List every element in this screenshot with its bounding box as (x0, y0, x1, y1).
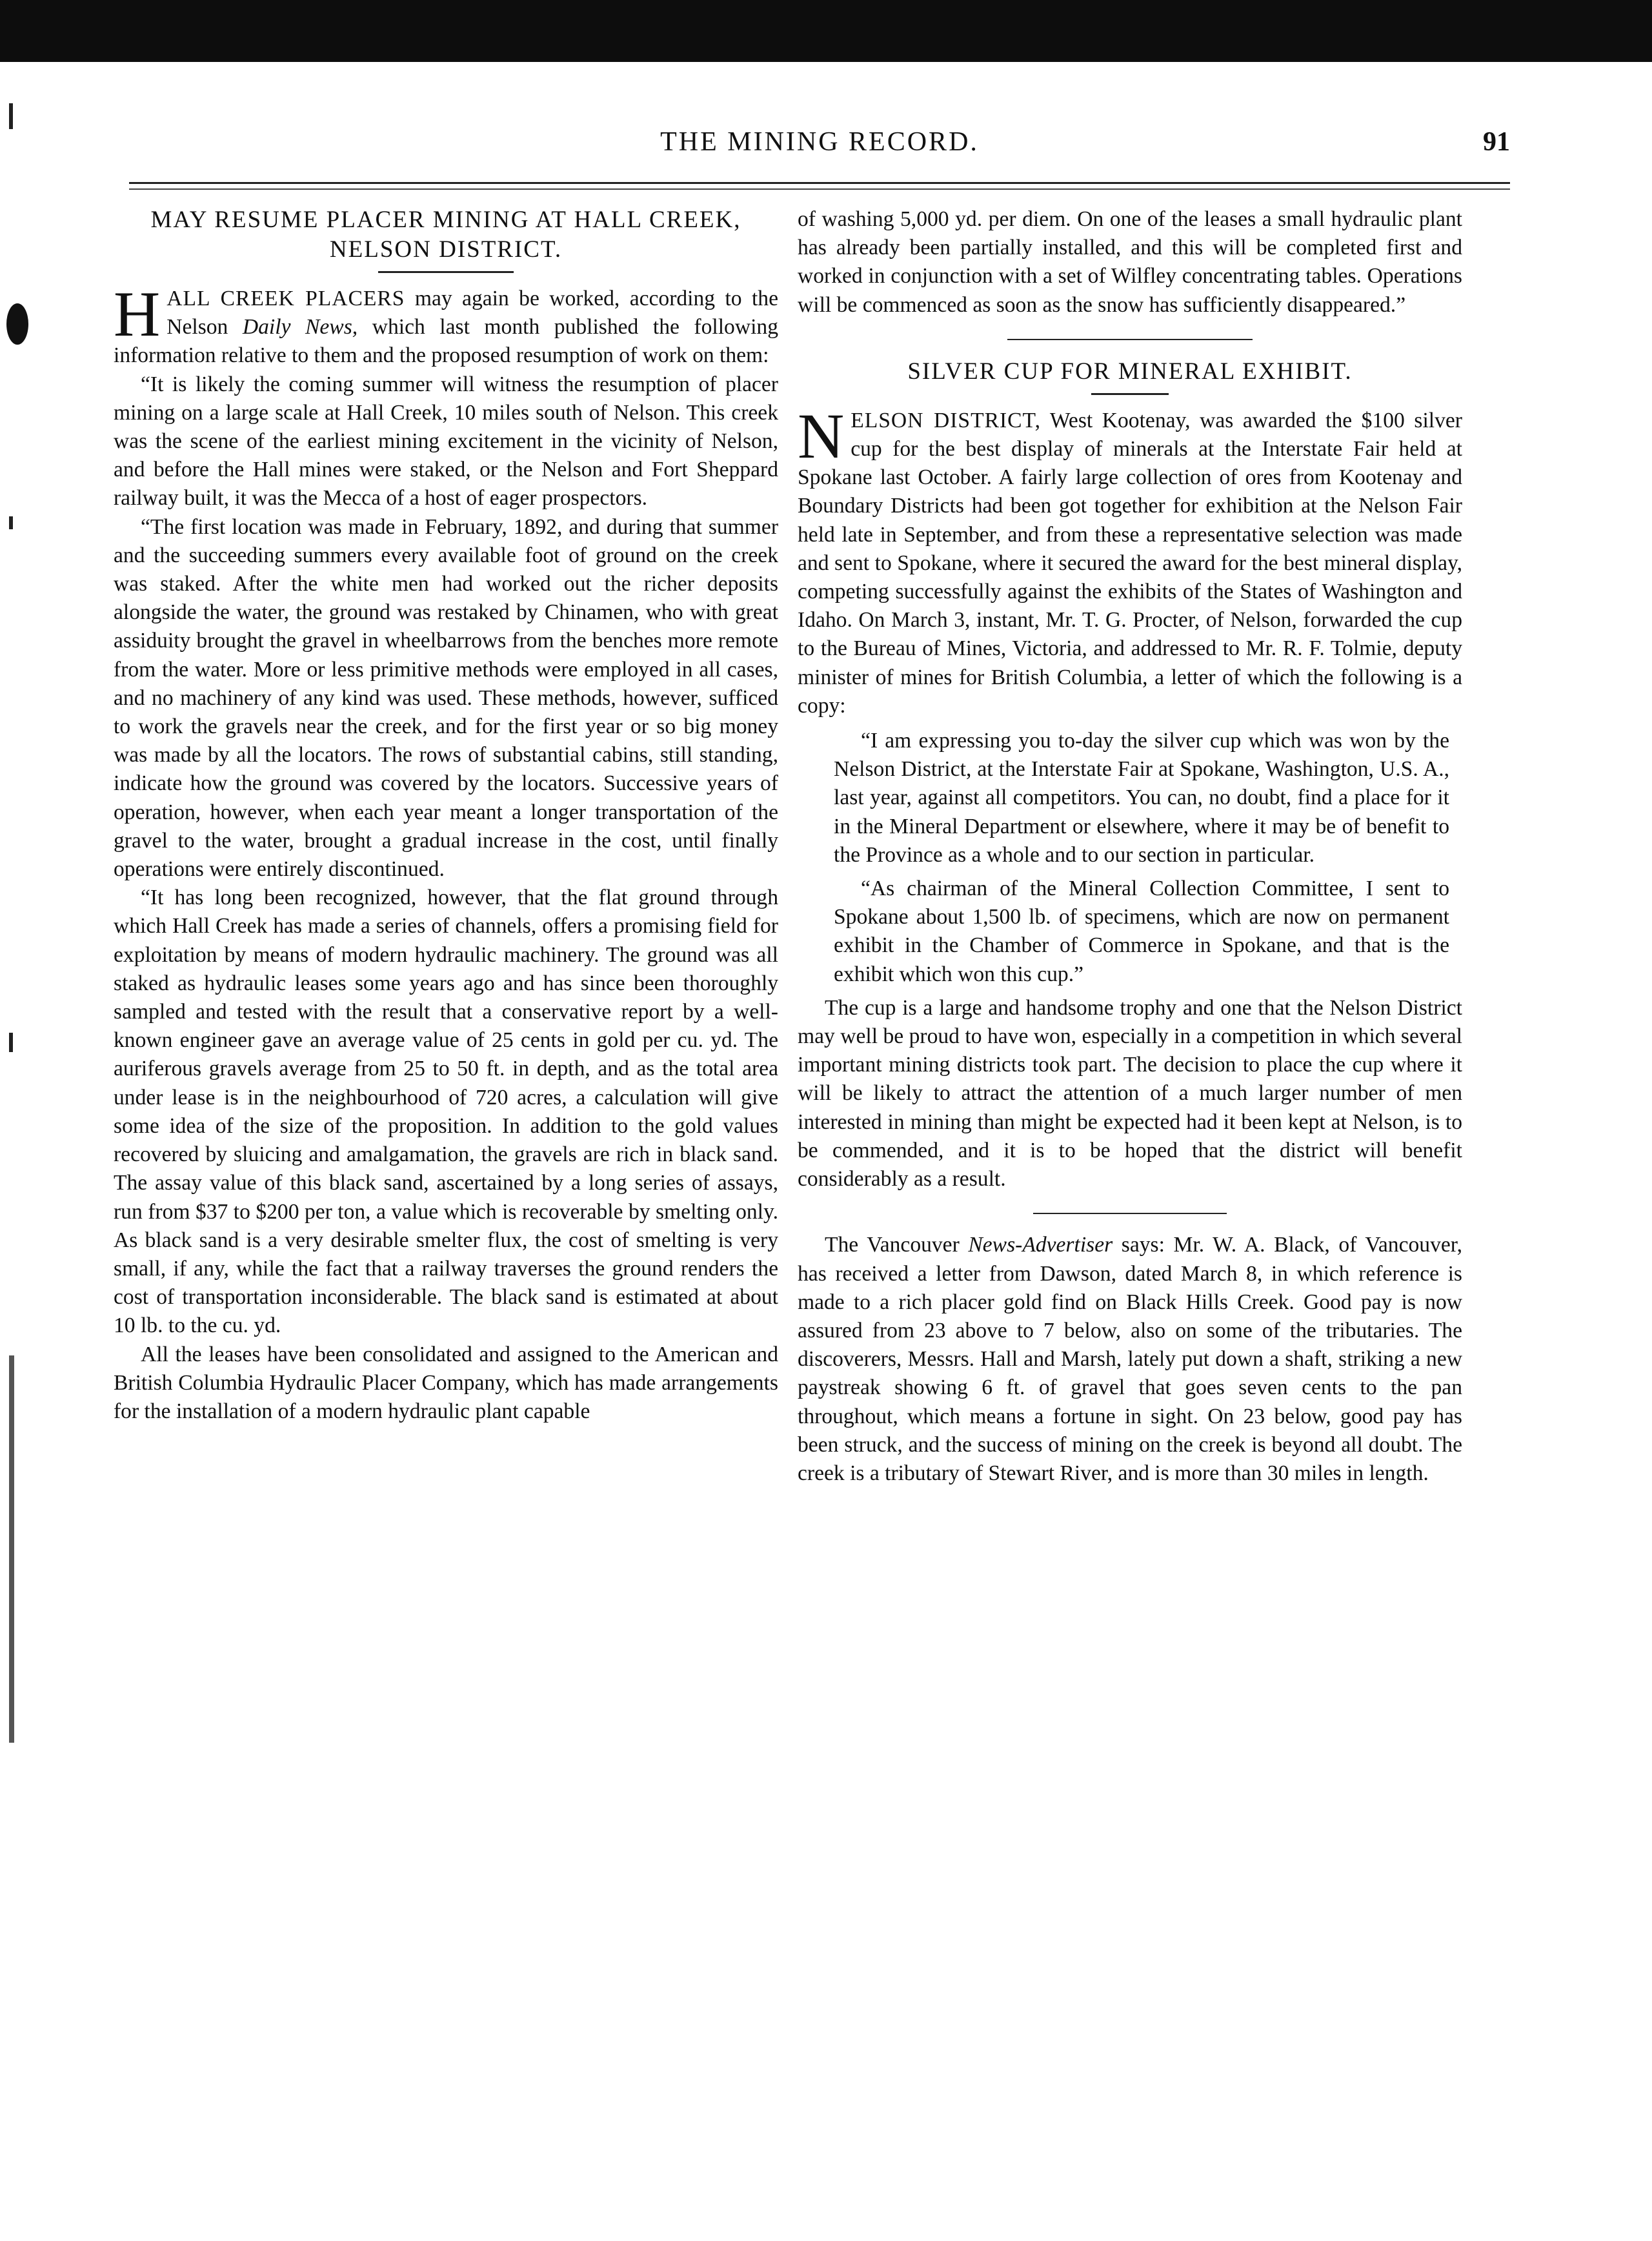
header-rule (129, 182, 1510, 184)
article-paragraph: HALL CREEK PLACERS may again be worked, according to the Nelson Daily News, which last month published the following information relative to them and the proposed resumption of work on them: (114, 278, 778, 368)
article-paragraph: All the leases have been consolidated and assigned to the American and British Columbia Hydraulic Placer Company, which has made arrangements for the installation of a modern hydraulic plant capable (114, 1342, 778, 1423)
heading-rule (1091, 393, 1169, 395)
running-title: THE MINING RECORD. (660, 127, 979, 157)
letter-quote: “As chairman of the Mineral Collection Committee, I sent to Spokane about 1,500 lb. of specimens, which are now on permanent exhibit in the Chamber of Commerce in Spokane, and that is the exhibit which won this cup.” (834, 877, 1449, 986)
newspaper-title: Daily News, (242, 315, 358, 340)
column-left (114, 205, 778, 1426)
lead-caps: ELSON DISTRICT, (851, 408, 1041, 432)
article-paragraph: “The first location was made in February, 1892, and during that summer and the succeeding summers every available foot of ground on the creek was staked. After the white men had worked out the richer deposits alongside the water, the ground was restaked by Chinamen, who with great assiduity brought the gravel in wheelbarrows from the benches more remote from the water. More or less primitive methods were employed in all cases, and no machinery of any kind was used. These methods, however, sufficed to work the gravels near the creek, and for the first year or so big money was made by all the locators. The rows of substantial cabins, still standing, indicate how the ground was covered by the locators. Successive years of operation, however, when each year meant a longer transportation of the gravel to the water, brought a gradual increase in the cost, until finally operations were entirely discontinued. (114, 514, 778, 882)
article-paragraph: NELSON DISTRICT, West Kootenay, was awarded the $100 silver cup for the best display of minerals at the Interstate Fair held at Spokane last October. A fairly large collection of ores from Kootenay and Boundary Districts had been got together for exhibition at the Nelson Fair held late in September, and from these a representative selection was made and sent to Spokane, where it secured the award for the best mineral display, competing successfully against the exhibits of the States of Washington and Idaho. On March 3, instant, Mr. T. G. Procter, of Nelson, forwarded the cup to the Bureau of Mines, Victoria, and addressed to Mr. R. F. Tolmie, deputy minister of mines for British Columbia, a letter of which the following is a copy: (798, 400, 1462, 718)
scan-top-border (0, 0, 1652, 62)
article-paragraph: The Vancouver News-Advertiser says: Mr. W. A. Black, of Vancouver, has received a letter from Dawson, dated March 8, in which reference is made to a rich placer gold find on Black Hills Creek. Good pay is now assured from 23 above to 7 below, also on some of the tributaries. The discoverers, Messrs. Hall and Marsh, lately put down a shaft, striking a new paystreak showing 6 ft. of gravel that goes seven cents to the pan throughout, which means a fortune in sight. On 23 below, good pay has been struck, and the success of mining on the creek is beyond all doubt. The creek is a tributary of Stewart River, and is more than 30 miles in length. (798, 1233, 1463, 1485)
page-header (129, 127, 1510, 168)
article-paragraph: “It has long been recognized, however, that the flat ground through which Hall Creek has made a series of channels, offers a promising field for exploitation by means of modern hydraulic machinery. The ground was all staked as hydraulic leases some years ago and has since been thoroughly sampled and tested with the result that a conservative report by a well-known engineer gave an average value of 25 cents in gold per cu. yd. The auriferous gravels average from 25 to 50 ft. in depth, and as the total area under lease is in the neighbourhood of 720 acres, a calculation will give some idea of the size of the proposition. In addition to the gold values recovered by sluicing and amalgamation, the gravels are rich in black sand. The assay value of this black sand, ascertained by a long series of assays, run from $37 to $200 per ton, a value which is recoverable by smelting only. As black sand is a very desirable smelter flux, the cost of smelting is very small, if any, while the fact that a railway traverses the ground renders the cost of transportation inconsiderable. The black sand is estimated at about 10 lb. to the cu. yd. (114, 886, 778, 1338)
article-paragraph: The cup is a large and handsome trophy and one that the Nelson District may well be proud to have won, especially in a competition in which several important mining districts took part. The decision to place the cup where it will be likely to attract the attention of a much larger number of men interested in mining than might be expected had it been kept at Nelson, is to be commended, and it is to be hoped that the district will benefit considerably as a result. (798, 995, 1462, 1191)
article-paragraph: “It is likely the coming summer will witness the resumption of placer mining on a large scale at Hall Creek, 10 miles south of Nelson. This creek was the scene of the earliest mining excitement in the vicinity of Nelson, and before the Hall mines were staked, or the Nelson and Fort Sheppard railway built, it was the Mecca of a host of eager prospectors. (114, 372, 778, 511)
section-divider (1007, 339, 1253, 340)
section-divider (1033, 1213, 1227, 1214)
scan-ink-blot (6, 303, 28, 345)
article-continuation: of washing 5,000 yd. per diem. On one of the leases a small hydraulic plant has already been partially installed, and this will be completed first and worked in conjunction with a set of Wilfley concentrating tables. Operations will be commenced as soon as the snow has sufficiently disappeared.” (798, 207, 1462, 317)
page-number: 91 (1483, 127, 1510, 157)
drop-cap: H (114, 278, 161, 350)
header-rule-secondary (129, 188, 1510, 190)
newspaper-title: News-Advertiser (968, 1233, 1113, 1257)
letter-quote: “I am expressing you to-day the silver cup which was won by the Nelson District, at the Interstate Fair at Spokane, Washington, U.S. A., last year, against all competitors. You can, no doubt, find a place for it in the Mineral Department or elsewhere, where it may be of benefit to the Province as a whole and to our section in particular. (834, 729, 1449, 867)
article-heading-hall-creek: MAY RESUME PLACER MINING AT HALL CREEK, NELSON DISTRICT. (150, 207, 741, 263)
article-heading-silver-cup: SILVER CUP FOR MINERAL EXHIBIT. (907, 358, 1353, 385)
heading-rule (378, 271, 514, 273)
column-right (798, 205, 1462, 1488)
drop-cap: N (798, 400, 845, 472)
lead-caps: ALL CREEK PLACERS (166, 287, 405, 310)
scan-binding-edge (3, 65, 22, 2241)
